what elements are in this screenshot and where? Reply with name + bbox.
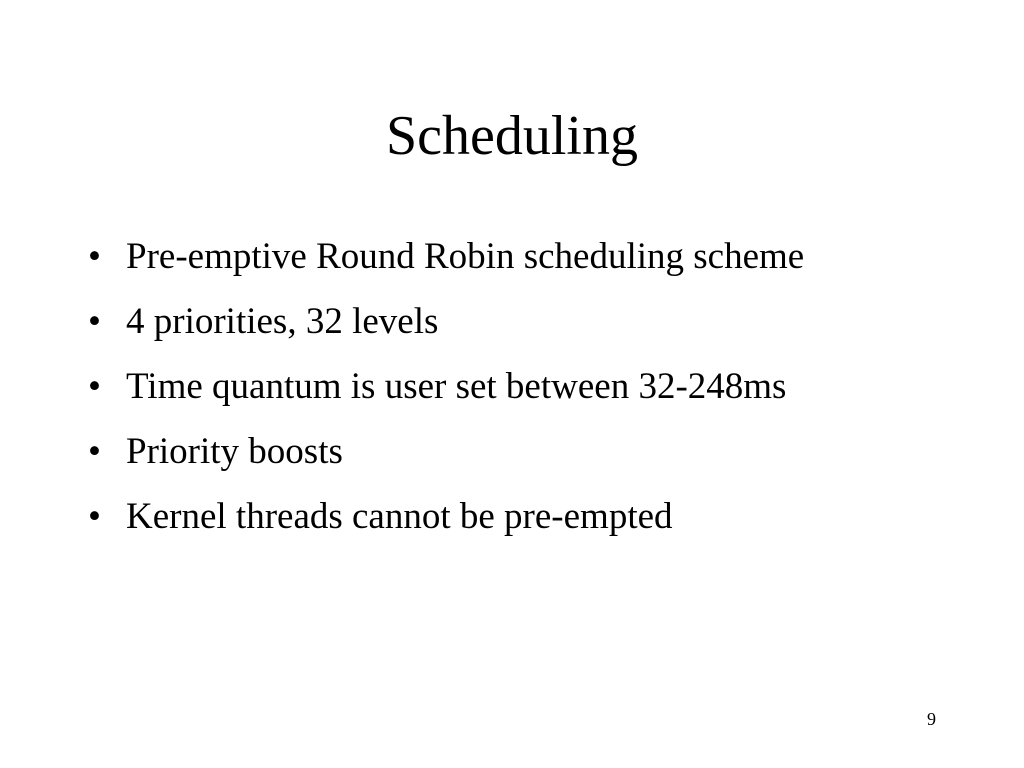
bullet-text: Kernel threads cannot be pre-empted	[126, 496, 673, 537]
bullet-icon: •	[88, 301, 101, 342]
bullet-item-3	[88, 360, 848, 414]
bullet-item-2	[88, 295, 848, 349]
bullet-icon: •	[88, 431, 101, 472]
bullet-icon: •	[88, 366, 101, 407]
bullet-item-5	[88, 490, 848, 544]
bullet-item-1	[88, 230, 848, 284]
bullet-text: Time quantum is user set between 32-248ms	[126, 366, 787, 407]
bullet-list	[88, 230, 848, 555]
bullet-text: Pre-emptive Round Robin scheduling scheme	[126, 236, 805, 277]
slide-title: Scheduling	[386, 105, 638, 167]
bullet-text: 4 priorities, 32 levels	[126, 301, 439, 342]
page-number: 9	[927, 709, 936, 729]
bullet-text: Priority boosts	[126, 431, 343, 472]
bullet-item-4	[88, 425, 848, 479]
bullet-icon: •	[88, 496, 101, 537]
bullet-icon: •	[88, 236, 101, 277]
